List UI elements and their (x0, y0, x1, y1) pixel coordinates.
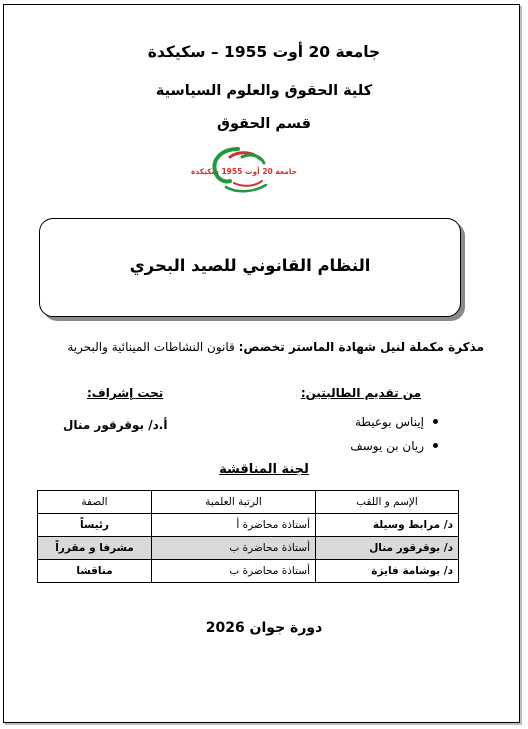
member-name: د/ بوشامة فايزة (316, 560, 459, 583)
column-header: الإسم و اللقب (316, 491, 459, 514)
student-name: إيناس بوعيطة (350, 410, 438, 434)
faculty-name: كلية الحقوق والعلوم السياسية (155, 83, 373, 99)
degree-lead: مذكرة مكملة لنيل شهادة الماستر تخصص: (238, 340, 484, 354)
logo-text: جامعة 20 أوت 1955 سكيكدة (190, 167, 298, 176)
table-row (38, 537, 459, 560)
member-rank: أستاذة محاضرة ب (152, 537, 316, 560)
table-row (38, 560, 459, 583)
title-box (39, 218, 461, 317)
member-rank: أستاذة محاضرة ب (152, 560, 316, 583)
member-role: رئيساً (38, 514, 152, 537)
member-name: د/ بوقرقور منال (316, 537, 459, 560)
university-name: جامعة 20 أوت 1955 – سكيكدة (147, 43, 381, 61)
table-header-row (38, 491, 459, 514)
supervisor-name: أ.د/ بوقرقور منال (63, 418, 168, 432)
member-role: مناقشا (38, 560, 152, 583)
column-header: الصفة (38, 491, 152, 514)
university-logo (190, 143, 298, 195)
degree-specialty: قانون النشاطات المينائية والبحرية (67, 340, 235, 354)
students-list (350, 410, 438, 458)
thesis-title: النظام القانوني للصيد البحري (129, 256, 371, 275)
committee-table (37, 490, 459, 583)
column-header: الرتبة العلمية (152, 491, 316, 514)
student-name: ريان بن يوسف (350, 434, 438, 458)
degree-statement (67, 340, 484, 354)
session-date: دورة جوان 2026 (205, 620, 323, 636)
table-row (38, 514, 459, 537)
page-border (3, 4, 520, 723)
department-name: قسم الحقوق (216, 116, 312, 132)
committee-label: لجنة المناقشة (219, 462, 309, 477)
member-name: د/ مرابط وسيلة (316, 514, 459, 537)
students-label: من تقديم الطالبتين: (300, 386, 421, 400)
member-rank: أستاذة محاضرة أ (152, 514, 316, 537)
member-role: مشرفا و مقرراً (38, 537, 152, 560)
supervision-label: تحت إشراف: (87, 386, 164, 400)
